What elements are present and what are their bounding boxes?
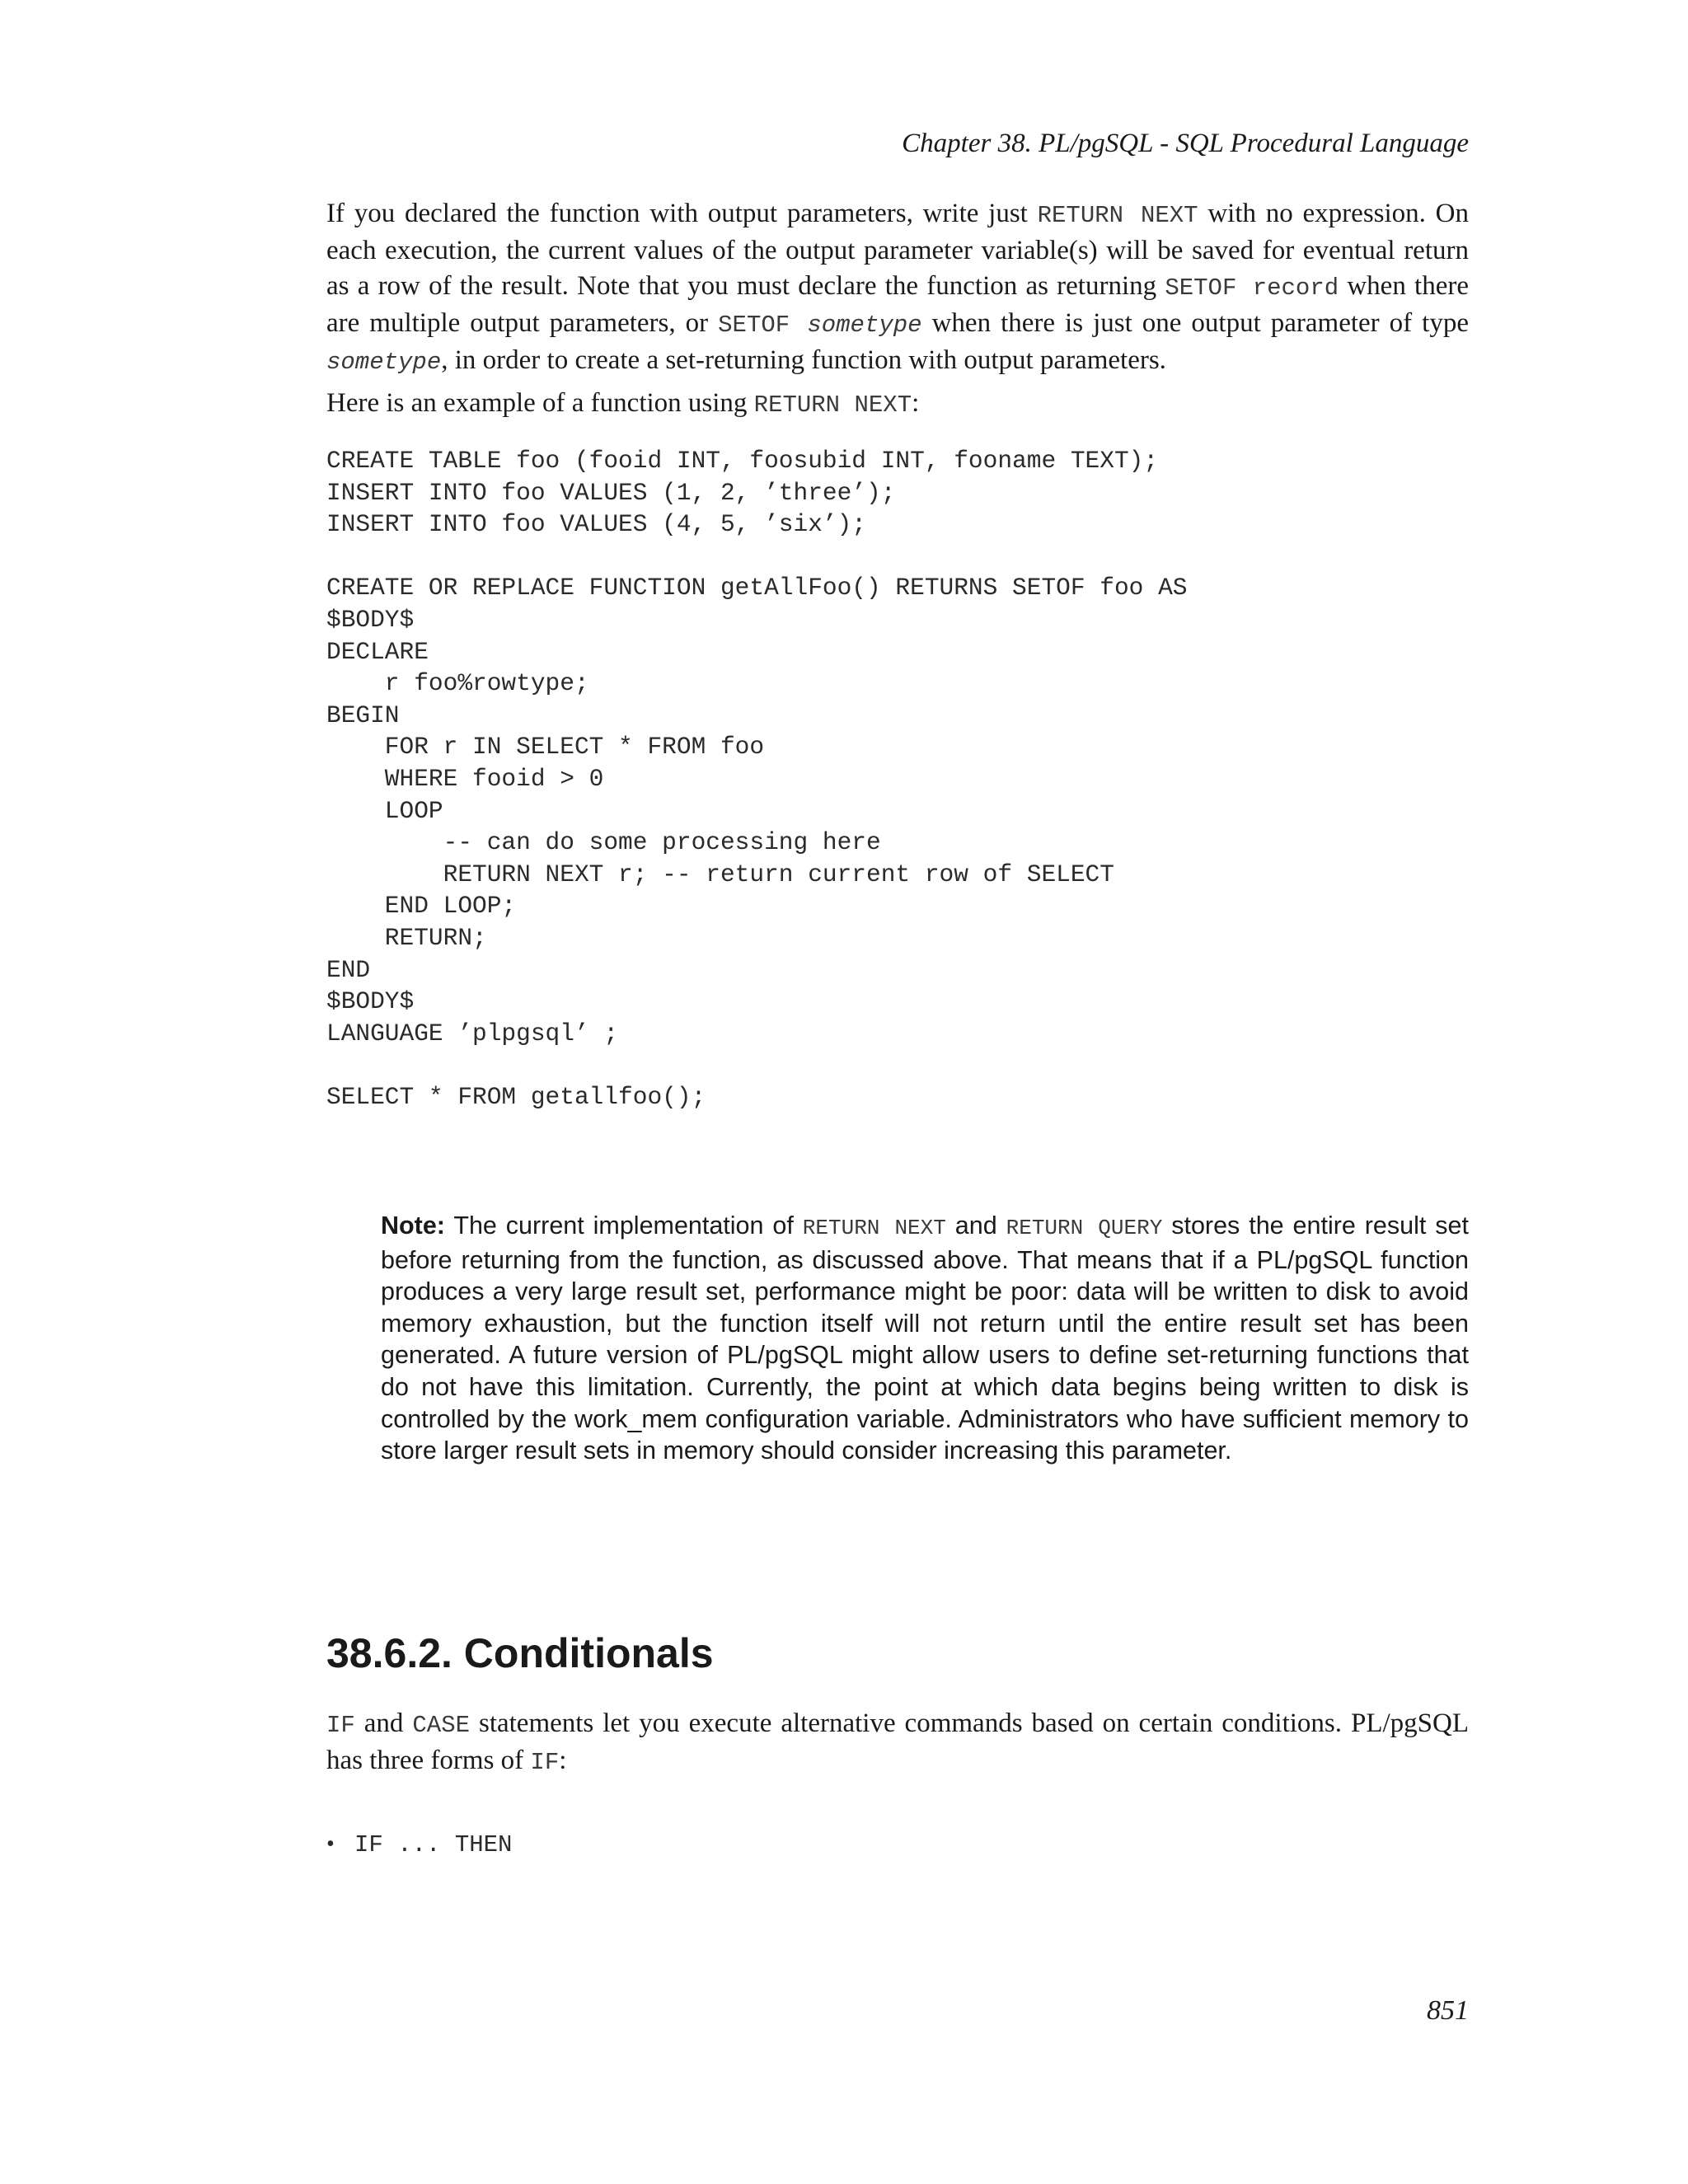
inline-code: RETURN QUERY bbox=[1006, 1216, 1163, 1240]
inline-code: CASE bbox=[412, 1712, 471, 1739]
paragraph-conditionals-intro: IF and CASE statements let you execute alternative commands based on certain conditions. PL/pgSQL has three forms of IF: bbox=[326, 1708, 1469, 1776]
page-number: 851 bbox=[1427, 1995, 1469, 2026]
note-box: Note: The current implementation of RETURN NEXT and RETURN QUERY stores the entire result set before returning from the function, as discussed above. That means that if a PL/pgSQL function produces a very large result set, performance might be poor: data will be written to disk to avoid memory exhaustion, but the function itself will not return until the entire result set has been generated. A future version of PL/pgSQL might allow users to define set-returning functions that do not have this limitation. Currently, the point at which data begins being written to disk is controlled by the work_mem configuration variable. Administrators who have sufficient memory to store larger result sets in memory should consider increasing this parameter. bbox=[381, 1212, 1469, 1465]
document-page bbox=[326, 0, 1469, 2184]
section-heading: 38.6.2. Conditionals bbox=[326, 1630, 714, 1676]
list-item: • IF ... THEN bbox=[326, 1828, 512, 1862]
inline-code: RETURN NEXT bbox=[802, 1216, 946, 1240]
inline-code: SETOF record bbox=[1165, 274, 1339, 302]
running-header: Chapter 38. PL/pgSQL - SQL Procedural Language bbox=[902, 129, 1469, 158]
paragraph-example-intro: Here is an example of a function using RETURN NEXT: bbox=[326, 388, 920, 419]
paragraph-output-parameters: If you declared the function with output parameters, write just RETURN NEXT with no expression. On each execution, the current values of the output parameter variable(s) will be saved for eventual return as a row of the result. Note that you must declare the function as returning SETOF record when there are multiple output parameters, or SETOF sometype when there is just one output parameter of type sometype, in order to create a set-returning function with output parameters. bbox=[326, 199, 1470, 376]
inline-code: IF bbox=[326, 1712, 355, 1739]
inline-code: RETURN NEXT bbox=[753, 391, 912, 419]
inline-code-italic: sometype bbox=[326, 349, 442, 376]
note-label: Note: bbox=[381, 1212, 445, 1240]
inline-code: SETOF bbox=[718, 312, 808, 339]
bullet-icon: • bbox=[326, 1831, 335, 1857]
inline-code: RETURN NEXT bbox=[1037, 202, 1198, 229]
inline-code: IF bbox=[530, 1749, 560, 1776]
code-example: CREATE TABLE foo (fooid INT, foosubid INT, fooname TEXT); INSERT INTO foo VALUES (1, 2, ’three’); INSERT INTO foo VALUES (4, 5, ’six’); CREATE OR REPLACE FUNCTION getAllFoo() RETURNS SETOF foo AS $BODY$ DECLARE r foo%rowtype; BEGIN FOR r IN SELECT * FROM foo WHERE fooid > 0 LOOP -- can do some processing here RETURN NEXT r; -- return current row of SELECT END LOOP; RETURN; END $BODY$ LANGUAGE ’plpgsql’ ; SELECT * FROM getallfoo(); bbox=[326, 447, 1188, 1111]
inline-code-italic: sometype bbox=[807, 312, 922, 339]
